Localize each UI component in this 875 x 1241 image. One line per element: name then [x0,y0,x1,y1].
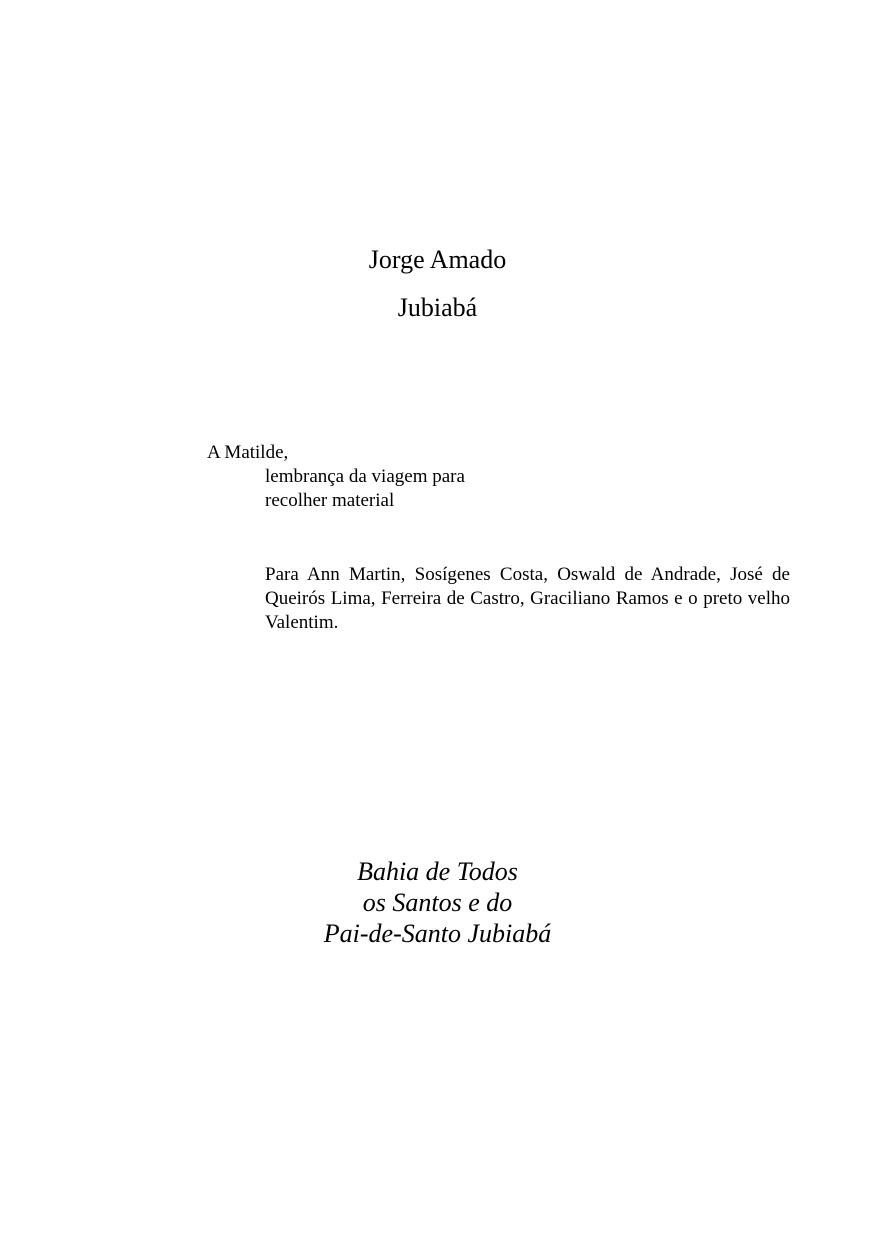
dedication-line: lembrança da viagem para [265,466,465,487]
book-title [0,292,875,324]
epigraph-line: os Santos e do [362,888,513,917]
dedication-secondary: Para Ann Martin, Sosígenes Costa, Oswald de Andrade, José de Queirós Lima, Ferreira de Castro, Graciliano Ramos e o preto velho Valentim. [265,564,790,633]
dedication-line: recolher material [265,490,395,511]
author-name [0,244,875,276]
epigraph [0,856,875,949]
dedication-recipient: A Matilde, [207,442,289,463]
author-text: Jorge Amado [368,245,507,274]
epigraph-line: Bahia de Todos [357,857,518,886]
dedication-primary [207,441,465,513]
book-title-text: Jubiabá [397,293,478,322]
epigraph-line: Pai-de-Santo Jubiabá [323,919,552,948]
